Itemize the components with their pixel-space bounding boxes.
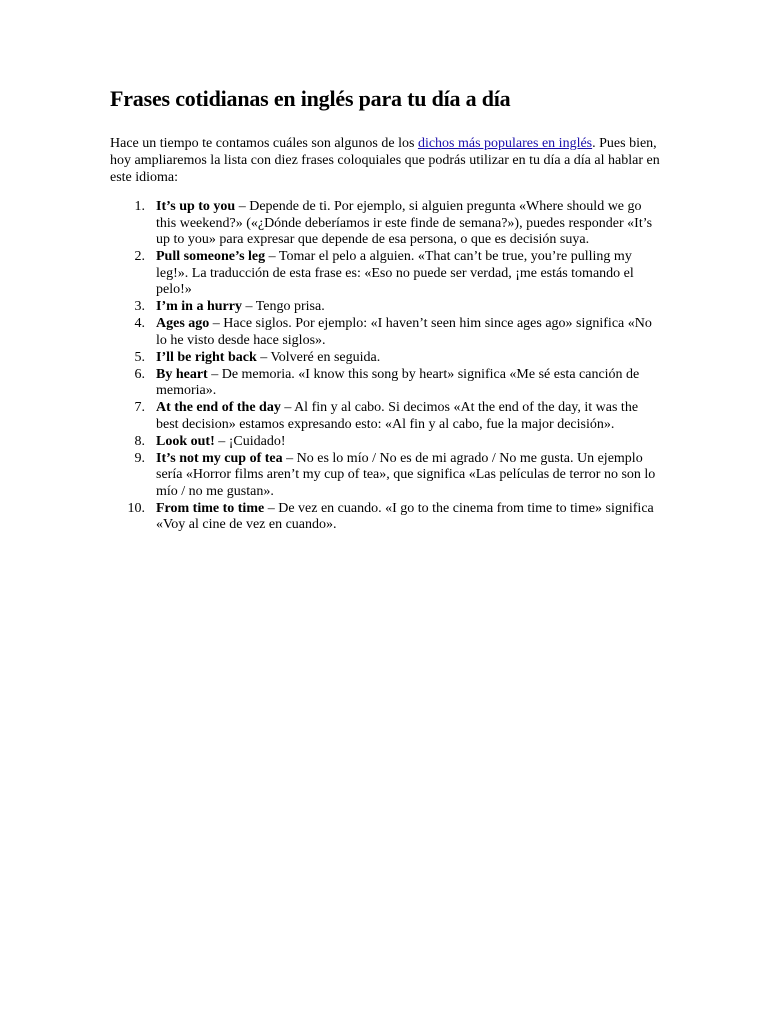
phrase-explanation: – De memoria. «I know this song by heart» significa «Me sé esta canción de memoria».: [156, 366, 640, 398]
phrase-explanation: – Volveré en seguida.: [256, 349, 381, 365]
phrase-term: From time to time: [156, 500, 265, 516]
list-item: [110, 451, 660, 501]
phrase-explanation: – Al fin y al cabo. Si decimos «At the end of the day, it was the best decision» estamos expresando esto: «Al fin y al cabo, fue la major decisión».: [156, 400, 639, 432]
phrase-term: By heart: [156, 366, 208, 382]
list-number: 10.: [127, 500, 145, 516]
phrase-term: Look out!: [156, 433, 215, 449]
phrase-term: It’s not my cup of tea: [156, 450, 283, 466]
list-number: 4.: [134, 316, 145, 331]
list-item: [110, 434, 660, 451]
list-number: 7.: [134, 400, 145, 415]
phrase-term: It’s up to you: [156, 199, 236, 214]
phrase-explanation: – ¡Cuidado!: [214, 433, 286, 449]
list-item: [110, 400, 660, 433]
list-item: [110, 316, 660, 349]
intro-paragraph: [110, 135, 660, 186]
list-item: [110, 199, 660, 249]
list-number: 2.: [134, 249, 145, 264]
phrase-explanation: – No es lo mío / No es de mi agrado / No me gusta. Un ejemplo sería «Horror films aren’t my cup of tea», que significa «Las películas de terror no son lo mío / no me gustan».: [156, 450, 656, 499]
phrase-term: I’ll be right back: [156, 349, 257, 365]
list-number: 9.: [134, 450, 145, 466]
phrase-explanation: – Depende de ti. Por ejemplo, si alguien pregunta «Where should we go this weekend?» («¿Dónde deberíamos ir este finde de semana?»), puedes responder «It’s up to you» para expresar que depende de esa persona, o que es decisión suya.: [156, 199, 653, 247]
list-item: [110, 501, 660, 534]
phrase-explanation: – De vez en cuando. «I go to the cinema from time to time» significa «Voy al cine de vez en cuando».: [156, 500, 654, 532]
intro-text-before: Hace un tiempo te contamos cuáles son algunos de los: [110, 136, 418, 151]
list-item: [110, 350, 660, 367]
list-number: 5.: [134, 349, 145, 365]
phrase-list: [110, 199, 660, 534]
popular-sayings-link[interactable]: dichos más populares en inglés: [417, 136, 593, 151]
phrase-explanation: – Tomar el pelo a alguien. «That can’t be true, you’re pulling my leg!». La traducción de esta frase es: «Eso no puede ser verdad, ¡me estás tomando el pelo!»: [156, 249, 634, 297]
list-item: [110, 249, 660, 299]
phrase-term: At the end of the day: [156, 400, 281, 415]
list-item: [110, 299, 660, 316]
document-title: Frases cotidianas en inglés para tu día a día: [110, 86, 511, 111]
list-number: 6.: [134, 366, 145, 382]
phrase-term: Ages ago: [156, 316, 210, 331]
list-number: 8.: [134, 433, 145, 449]
document-page: [110, 85, 660, 534]
list-item: [110, 367, 660, 400]
phrase-term: Pull someone’s leg: [156, 249, 266, 264]
phrase-term: I’m in a hurry: [156, 299, 242, 314]
phrase-explanation: – Hace siglos. Por ejemplo: «I haven’t seen him since ages ago» significa «No lo he visto desde hace siglos».: [156, 316, 652, 348]
intro-text-after: . Pues bien, hoy ampliaremos la lista con diez frases coloquiales que podrás utilizar en tu día a día al hablar en este idioma:: [110, 136, 660, 185]
list-number: 1.: [134, 199, 145, 214]
list-number: 3.: [134, 299, 145, 314]
phrase-explanation: – Tengo prisa.: [241, 299, 325, 314]
